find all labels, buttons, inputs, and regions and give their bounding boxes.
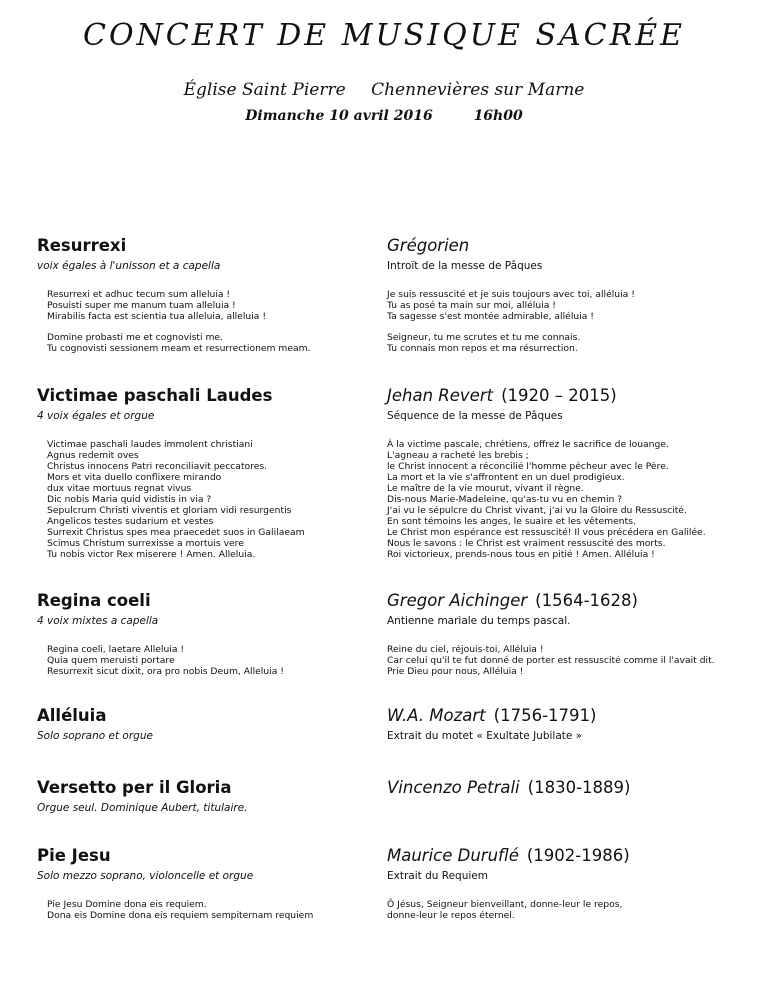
latin-stanza: Domine probasti me et cognovisti me. Tu cognovisti sessionem meam et resurrectionem meam. — [47, 332, 311, 354]
french-stanza: Seigneur, tu me scrutes et tu me connais. Tu connais mon repos et ma résurrection. — [387, 332, 581, 354]
piece-title: Victimae paschali Laudes — [37, 386, 273, 405]
composer-name: Grégorien — [387, 236, 470, 255]
piece-voices: Orgue seul. Dominique Aubert, titulaire. — [37, 802, 248, 814]
piece-right-column — [387, 236, 757, 354]
piece-composer — [387, 236, 757, 256]
piece-origin: Extrait du motet « Exultate Jubilate » — [387, 730, 583, 742]
town-name: Chennevières sur Marne — [371, 80, 585, 100]
piece-origin: Antienne mariale du temps pascal. — [387, 615, 571, 627]
date-line — [0, 108, 768, 124]
latin-stanza: Resurrexi et adhuc tecum sum alleluia ! Posuisti super me manum tuam alleluia ! Mirabilis facta est scientia tua alleluia, alleluia ! — [47, 289, 266, 322]
concert-day: Dimanche 10 avril 2016 — [245, 108, 433, 124]
piece-left-column — [37, 386, 377, 560]
piece-composer — [387, 591, 757, 611]
piece-origin: Séquence de la messe de Pâques — [387, 410, 563, 422]
piece-composer — [387, 778, 757, 798]
composer-name: Maurice Duruflé — [387, 846, 519, 865]
piece-voices: 4 voix mixtes a capella — [37, 615, 159, 627]
piece-left-column — [37, 591, 377, 677]
french-stanza: Reine du ciel, réjouis-toi, Alléluia ! Car celui qu'il te fut donné de porter est ressuscité comme il l'avait dit. Prie Dieu pour nous, Alléluia ! — [387, 644, 715, 677]
piece-composer — [387, 386, 757, 406]
latin-stanza: Victimae paschali laudes immolent christiani Agnus redemit oves Christus innocens Patri reconciliavit peccatores. Mors et vita duello conflixere mirando dux vitae mortuus regnat vivus Dic nobis Maria quid vidistis in via ? Sepulcrum Christi viventis et gloriam vidi resurgentis Angelicos testes sudarium et vestes Surrexit Christus spes mea praecedet suos in Galilaeam Scimus Christum surrexisse a mortuis vere Tu nobis victor Rex miserere ! Amen. Alleluia. — [47, 439, 305, 560]
piece-title: Alléluia — [37, 706, 107, 725]
piece-title: Versetto per il Gloria — [37, 778, 232, 797]
piece-right-column — [387, 386, 757, 560]
composer-name: Vincenzo Petrali — [387, 778, 520, 797]
piece-right-column — [387, 591, 757, 677]
piece-title: Pie Jesu — [37, 846, 111, 865]
french-stanza: À la victime pascale, chrétiens, offrez le sacrifice de louange. L'agneau a racheté les brebis ; le Christ innocent a réconcilié l'homme pécheur avec le Père. La mort et la vie s'affrontent en un duel prodigieux. Le maître de la vie mourut, vivant il règne. Dis-nous Marie-Madeleine, qu'as-tu vu en chemin ? J'ai vu le sépulcre du Christ vivant, j'ai vu la Gloire du Ressuscité. En sont témoins les anges, le suaire et les vêtements. Le Christ mon espérance est ressuscité! Il vous précédera en Galilée. Nous le savons : le Christ est vraiment ressuscité des morts. Roi victorieux, prends-nous tous en pitié ! Amen. Alléluia ! — [387, 439, 706, 560]
piece-voices: Solo soprano et orgue — [37, 730, 153, 742]
french-stanza: Ô Jésus, Seigneur bienveillant, donne-leur le repos, donne-leur le repos éternel. — [387, 899, 623, 921]
composer-name: Gregor Aichinger — [387, 591, 528, 610]
concert-time: 16h00 — [473, 108, 523, 124]
composer-years: (1830-1889) — [527, 778, 631, 797]
piece-right-column — [387, 706, 757, 743]
concert-title: CONCERT DE MUSIQUE SACRÉE — [82, 18, 686, 53]
church-name: Église Saint Pierre — [183, 80, 346, 100]
piece-title: Resurrexi — [37, 236, 127, 255]
piece-left-column — [37, 778, 377, 815]
composer-years: (1564-1628) — [535, 591, 638, 610]
composer-years: (1756-1791) — [493, 706, 597, 725]
piece-composer — [387, 846, 757, 866]
piece-voices: 4 voix égales et orgue — [37, 410, 155, 422]
piece-left-column — [37, 706, 377, 743]
composer-years: (1902-1986) — [526, 846, 630, 865]
piece-origin: Introït de la messe de Pâques — [387, 260, 543, 272]
latin-stanza: Pie Jesu Domine dona eis requiem. Dona eis Domine dona eis requiem sempiternam requiem — [47, 899, 314, 921]
composer-name: W.A. Mozart — [387, 706, 486, 725]
piece-voices: Solo mezzo soprano, violoncelle et orgue — [37, 870, 254, 882]
piece-right-column — [387, 778, 757, 798]
piece-right-column — [387, 846, 757, 921]
piece-origin: Extrait du Requiem — [387, 870, 488, 882]
venue-line — [0, 80, 768, 100]
piece-title: Regina coeli — [37, 591, 151, 610]
composer-name: Jehan Revert — [387, 386, 494, 405]
piece-voices: voix égales à l'unisson et a capella — [37, 260, 221, 272]
composer-years: (1920 – 2015) — [501, 386, 617, 405]
piece-left-column — [37, 236, 377, 354]
french-stanza: Je suis ressuscité et je suis toujours avec toi, alléluia ! Tu as posé ta main sur moi, alléluia ! Ta sagesse s'est montée admirable, alléluia ! — [387, 289, 635, 322]
latin-stanza: Regina coeli, laetare Alleluia ! Quia quem meruisti portare Resurrexit sicut dixit, ora pro nobis Deum, Alleluia ! — [47, 644, 284, 677]
piece-left-column — [37, 846, 377, 921]
piece-composer — [387, 706, 757, 726]
